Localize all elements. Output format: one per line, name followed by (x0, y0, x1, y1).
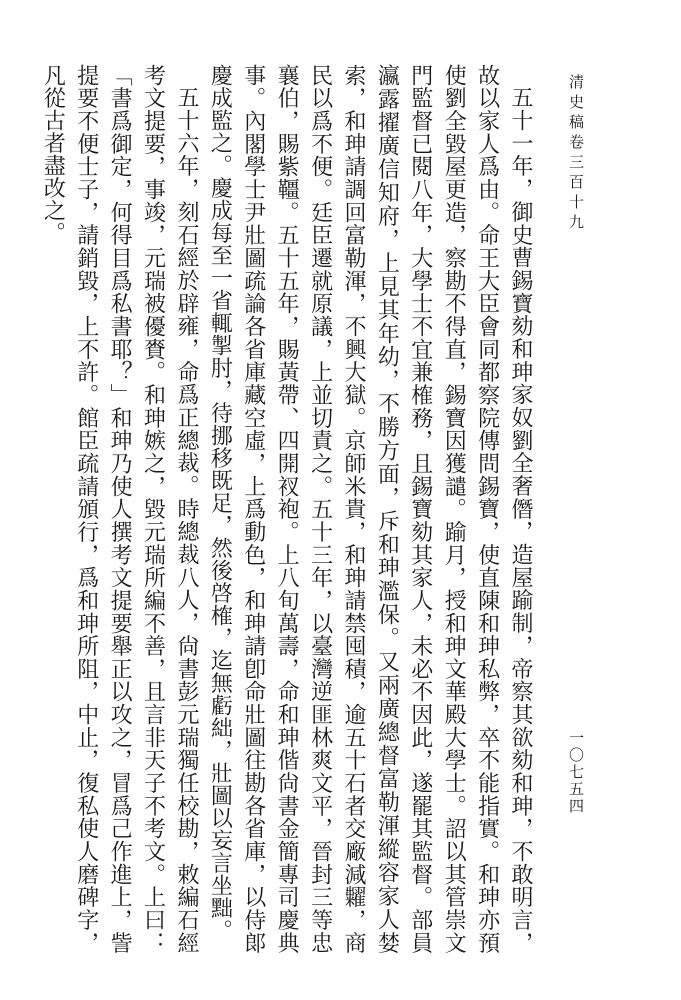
running-head-title: 清史稿卷三百十九 (567, 74, 585, 234)
paragraph-2-text: 五十六年，刻石經於辟雍，命爲正總裁。時總裁八人，尙書彭元瑞獨任校勘，敕編石經考文提要，事竣，元瑞被優賚。和珅嫉之，毀元瑞所編不善，且言非天子不考文。上曰：「書爲御定，何得目爲私書耶？」和珅乃使人撰考文提要舉正以攻之，冒爲己作進上，訾提要不便士子，請銷毀，上不許。館臣疏請頒行，爲和珅所阻，中止，復私使人磨碑字，凡從古者盡改之。 (40, 64, 199, 954)
paragraph-1 (203, 64, 537, 954)
paragraph-1-text: 五十一年，御史曹錫寶劾和珅家奴劉全奢僭，造屋踰制，帝察其欲劾和珅，不敢明言，故以家人爲由。命王大臣會同都察院傳問錫寶，使直陳和珅私弊，卒不能指實。和珅亦預使劉全毀屋更造，察勘不得直，錫寶因獲譴。踰月，授和珅文華殿大學士。詔以其管崇文門監督已閱八年，大學士不宜兼榷務，且錫寶劾其家人，未必不因此，遂罷其監督。部員瀛露擢廣信知府，上見其年幼，不勝方面，斥和珅濫保。又兩廣總督富勒渾縱容家人婪索，和珅請調回富勒渾，不興大獄。京師米貴，和珅請禁囤積，逾五十石者交廠減糶，商民以爲不便。廷臣遷就原議，上並切責之。五十三年，以臺灣逆匪林爽文平，晉封三等忠襄伯，賜紫韁。五十五年，賜黃帶、四開衩袍。上八旬萬壽，命和珅偕尙書金簡專司慶典事。內閣學士尹壯圖疏論各省庫藏空虛，上爲動色，和珅請卽命壯圖往勘各省庫，以侍郞慶成監之。慶成每至一省輒掣肘，待挪移既足，然後啓榷，迄無虧絀，壯圖以妄言坐黜。 (207, 64, 533, 954)
body-text (40, 64, 537, 954)
page-number: 一〇七五四 (567, 730, 585, 815)
paragraph-indent (509, 64, 531, 86)
paragraph-indent (175, 64, 197, 86)
paragraph-2 (36, 64, 203, 954)
